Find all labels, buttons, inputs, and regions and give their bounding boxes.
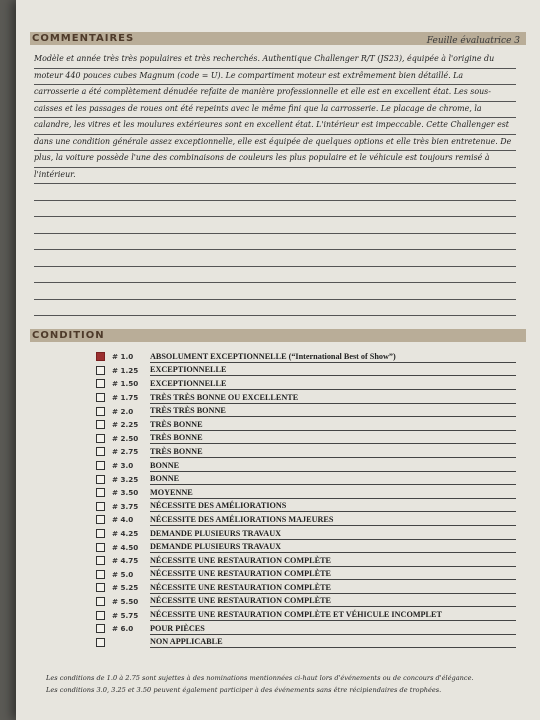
condition-label: EXCEPTIONNELLE xyxy=(150,364,516,376)
condition-checkbox[interactable] xyxy=(96,556,105,565)
comment-line[interactable] xyxy=(34,267,516,284)
condition-checkbox[interactable] xyxy=(96,407,105,416)
condition-code: # 5.0 xyxy=(112,569,134,579)
condition-row xyxy=(96,404,516,418)
condition-code: # 1.0 xyxy=(112,352,134,362)
condition-row xyxy=(96,527,516,541)
comment-line: dans une condition générale assez exceptionnelle, elle est équipée de quelques options et elle très bien entretenue. De xyxy=(34,135,516,152)
condition-checkbox[interactable] xyxy=(96,638,105,647)
condition-code: # 4.50 xyxy=(112,542,139,552)
condition-label: NÉCESSITE DES AMÉLIORATIONS MAJEURES xyxy=(150,514,516,526)
condition-row xyxy=(96,364,516,378)
condition-row xyxy=(96,608,516,622)
comment-line[interactable] xyxy=(34,250,516,267)
condition-label: DEMANDE PLUSIEURS TRAVAUX xyxy=(150,528,516,540)
condition-row xyxy=(96,350,516,364)
condition-label: TRÈS BONNE xyxy=(150,432,516,444)
condition-section-header xyxy=(30,329,526,342)
condition-code: # 3.0 xyxy=(112,461,134,471)
condition-code: # 3.50 xyxy=(112,488,139,498)
condition-code: # 4.75 xyxy=(112,556,139,566)
condition-row xyxy=(96,486,516,500)
condition-label: POUR PIÈCES xyxy=(150,623,516,635)
condition-row xyxy=(96,445,516,459)
condition-row xyxy=(96,595,516,609)
comment-line: carrosserie a été complètement dénudée refaite de manière professionnelle et elle est en excellent état. Les sous- xyxy=(34,85,516,102)
comment-line: plus, la voiture possède l'une des combinaisons de couleurs les plus populaire et le véhicule est toujours remisé à xyxy=(34,151,516,168)
condition-label: NÉCESSITE UNE RESTAURATION COMPLÈTE ET VÉHICULE INCOMPLET xyxy=(150,609,516,621)
comments-lines xyxy=(34,52,516,333)
condition-row xyxy=(96,513,516,527)
condition-code: # 2.50 xyxy=(112,433,139,443)
condition-checkbox[interactable] xyxy=(96,597,105,606)
condition-checkbox[interactable] xyxy=(96,583,105,592)
condition-row xyxy=(96,500,516,514)
condition-label: TRÈS TRÈS BONNE OU EXCELLENTE xyxy=(150,392,516,404)
condition-code: # 5.25 xyxy=(112,583,139,593)
comment-line: caisses et les passages de roues ont été repeints avec le même fini que la carrosserie. Le placage de chrome, la xyxy=(34,102,516,119)
condition-checkbox[interactable] xyxy=(96,515,105,524)
condition-label: NÉCESSITE UNE RESTAURATION COMPLÈTE xyxy=(150,582,516,594)
condition-checkbox[interactable] xyxy=(96,366,105,375)
condition-row xyxy=(96,377,516,391)
condition-checkbox[interactable] xyxy=(96,624,105,633)
comment-line: l'intérieur. xyxy=(34,168,516,185)
comment-line[interactable] xyxy=(34,283,516,300)
condition-checkbox[interactable] xyxy=(96,379,105,388)
condition-checkbox[interactable] xyxy=(96,393,105,402)
condition-checkbox[interactable] xyxy=(96,502,105,511)
condition-checkbox[interactable] xyxy=(96,611,105,620)
condition-title: CONDITION xyxy=(32,330,105,341)
comment-line[interactable] xyxy=(34,201,516,218)
condition-label: TRÈS BONNE xyxy=(150,446,516,458)
condition-checkbox[interactable] xyxy=(96,434,105,443)
condition-label: BONNE xyxy=(150,460,516,472)
condition-label: MOYENNE xyxy=(150,487,516,499)
condition-checkbox[interactable] xyxy=(96,543,105,552)
condition-code: # 6.0 xyxy=(112,624,134,634)
condition-code: # 4.0 xyxy=(112,515,134,525)
condition-code: # 3.25 xyxy=(112,474,139,484)
condition-checkbox[interactable] xyxy=(96,461,105,470)
condition-row xyxy=(96,635,516,649)
condition-code: # 5.75 xyxy=(112,610,139,620)
condition-code: # 2.25 xyxy=(112,420,139,430)
condition-label: NÉCESSITE UNE RESTAURATION COMPLÈTE xyxy=(150,555,516,567)
comment-line: calandre, les vitres et les moulures extérieures sont en excellent état. L'intérieur est impeccable. Cette Challenger est xyxy=(34,118,516,135)
comments-title: COMMENTAIRES xyxy=(32,33,135,44)
condition-label: ABSOLUMENT EXCEPTIONNELLE (“International Best of Show”) xyxy=(150,351,516,363)
comment-line: moteur 440 pouces cubes Magnum (code = U). Le compartiment moteur est extrêmement bien détaillé. La xyxy=(34,69,516,86)
condition-label: NON APPLICABLE xyxy=(150,636,516,648)
condition-row xyxy=(96,622,516,636)
condition-code: # 2.75 xyxy=(112,447,139,457)
condition-code: # 2.0 xyxy=(112,406,134,416)
condition-row xyxy=(96,432,516,446)
comment-line[interactable] xyxy=(34,184,516,201)
condition-checkbox[interactable] xyxy=(96,420,105,429)
condition-code: # 5.50 xyxy=(112,596,139,606)
condition-label: NÉCESSITE UNE RESTAURATION COMPLÈTE xyxy=(150,568,516,580)
evaluation-sheet xyxy=(16,0,540,720)
condition-checkbox[interactable] xyxy=(96,475,105,484)
condition-label: NÉCESSITE UNE RESTAURATION COMPLÈTE xyxy=(150,595,516,607)
condition-code: # 1.25 xyxy=(112,365,139,375)
comment-line[interactable] xyxy=(34,300,516,317)
condition-label: NÉCESSITE DES AMÉLIORATIONS xyxy=(150,500,516,512)
footer-note: Les conditions 3.0, 3.25 et 3.50 peuvent également participer à des événements sans être récipiendaires de trophées. xyxy=(46,686,442,694)
comment-line: Modèle et année très très populaires et très recherchés. Authentique Challenger R/T (JS23), équipée à l'origine du xyxy=(34,52,516,69)
condition-code: # 4.25 xyxy=(112,529,139,539)
condition-row xyxy=(96,554,516,568)
comment-line[interactable] xyxy=(34,234,516,251)
condition-label: BONNE xyxy=(150,473,516,485)
sheet-label: Feuille évaluatrice 3 xyxy=(426,36,520,46)
condition-checkbox[interactable] xyxy=(96,352,105,361)
footer-notes xyxy=(46,672,516,696)
condition-row xyxy=(96,540,516,554)
condition-checklist xyxy=(96,350,516,649)
condition-label: TRÈS TRÈS BONNE xyxy=(150,405,516,417)
condition-row xyxy=(96,391,516,405)
condition-row xyxy=(96,568,516,582)
footer-note: Les conditions de 1.0 à 2.75 sont sujettes à des nominations mentionnées ci-haut lors d'événements ou de concours d'élégance. xyxy=(46,674,474,682)
condition-code: # 1.50 xyxy=(112,379,139,389)
condition-row xyxy=(96,581,516,595)
condition-checkbox[interactable] xyxy=(96,570,105,579)
condition-label: DEMANDE PLUSIEURS TRAVAUX xyxy=(150,541,516,553)
condition-row xyxy=(96,418,516,432)
condition-code: # 3.75 xyxy=(112,501,139,511)
condition-label: EXCEPTIONNELLE xyxy=(150,378,516,390)
condition-row xyxy=(96,472,516,486)
condition-label: TRÈS BONNE xyxy=(150,419,516,431)
condition-checkbox[interactable] xyxy=(96,529,105,538)
condition-code: # 1.75 xyxy=(112,393,139,403)
condition-checkbox[interactable] xyxy=(96,447,105,456)
condition-row xyxy=(96,459,516,473)
condition-checkbox[interactable] xyxy=(96,488,105,497)
comment-line[interactable] xyxy=(34,217,516,234)
